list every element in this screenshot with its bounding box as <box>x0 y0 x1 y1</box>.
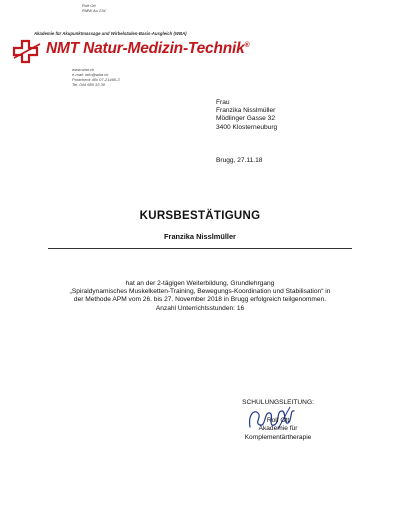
participant-name: Franzika Nisslmüller <box>164 232 236 241</box>
red-cross-logo-icon <box>10 38 50 64</box>
address-line: Franzika Nisslmüller <box>216 107 276 115</box>
signature-line: Komplementärtherapie <box>244 433 312 441</box>
body-line: „Spiraldynamisches Muskelketten-Training, Bewegungs-Koordination und Stabilisation“ in <box>69 288 331 296</box>
contact-line: Tel. 044 680 33 30 <box>72 82 105 87</box>
header-line: Rolf Ott <box>82 3 96 8</box>
signature-line: Akademie für <box>258 425 298 433</box>
address-line: Frau <box>216 99 230 106</box>
body-line: Anzahl Unterrichtsstunden: 16 <box>155 304 245 312</box>
signature-block <box>228 399 328 442</box>
certificate-body <box>0 280 400 313</box>
contact-info <box>72 67 120 87</box>
body-line: der Methode APM vom 26. bis 27. November 2018 in Brugg erfolgreich teilgenommen. <box>73 296 327 304</box>
recipient-address <box>216 99 277 132</box>
place-date: Brugg, 27.11.18 <box>216 157 263 164</box>
address-line: 3400 Klosterneuburg <box>216 123 278 131</box>
header-reference <box>82 3 106 13</box>
academy-line: Akademie für Akupunktmassage und Wirbelsäulen-Basis-Ausgleich (WBA) <box>34 31 187 36</box>
address-line: Mödlinger Gasse 32 <box>216 115 276 123</box>
contact-line: Postcheck 40x 07-21460-3 <box>72 77 120 82</box>
header-line: RMW Au 234 <box>82 8 106 13</box>
nmt-logo <box>10 38 250 64</box>
registered-mark: ® <box>244 41 250 49</box>
signature-line: Rolf Ott <box>266 417 290 425</box>
body-line: hat an der 2-tägigen Weiterbildung, Grundlehrgang <box>125 280 275 287</box>
signature-heading: SCHULUNGSLEITUNG: <box>242 399 314 406</box>
contact-line: e-mail: info@wba.ch <box>72 72 109 77</box>
logo-text <box>46 40 249 58</box>
contact-line: www.wba.ch <box>72 67 95 72</box>
document-title: KURSBESTÄTIGUNG <box>139 210 261 222</box>
divider <box>48 248 352 249</box>
logo-name: NMT Natur-Medizin-Technik <box>46 40 245 57</box>
